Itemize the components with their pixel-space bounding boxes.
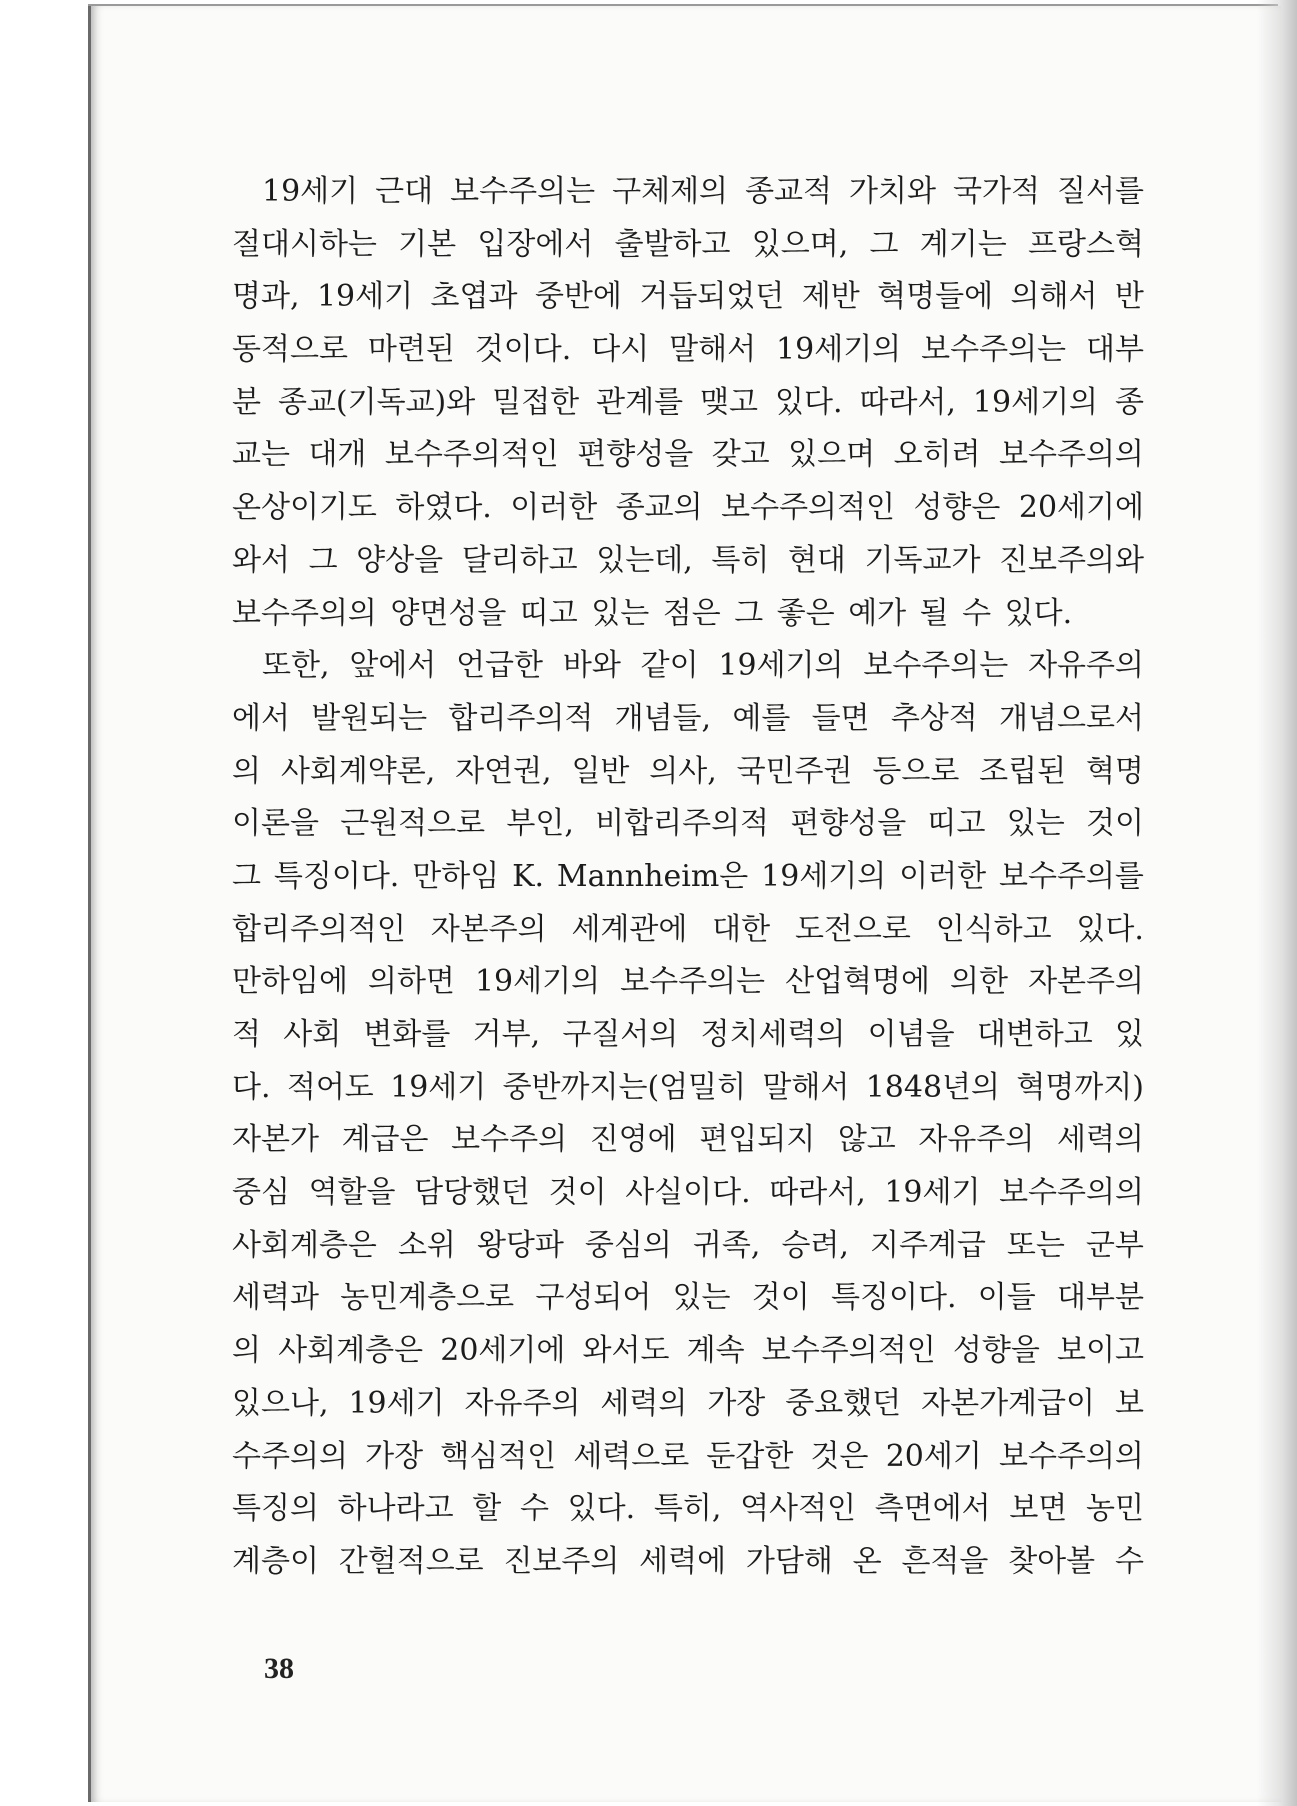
text-line: 분 종교(기독교)와 밀접한 관계를 맺고 있다. 따라서, 19세기의 종 <box>232 384 1144 420</box>
text-line: 계층이 간헐적으로 진보주의 세력에 가담해 온 흔적을 찾아볼 수 <box>232 1543 1144 1579</box>
text-line: 또한, 앞에서 언급한 바와 같이 19세기의 보수주의는 자유주의 <box>262 648 1144 684</box>
text-line: 자본가 계급은 보수주의 진영에 편입되지 않고 자유주의 세력의 <box>232 1122 1144 1158</box>
text-line: 수주의의 가장 핵심적인 세력으로 둔갑한 것은 20세기 보수주의의 <box>232 1438 1144 1474</box>
text-line: 사회계층은 소위 왕당파 중심의 귀족, 승려, 지주계급 또는 군부 <box>232 1227 1144 1263</box>
text-line: 세력과 농민계층으로 구성되어 있는 것이 특징이다. 이들 대부분 <box>232 1280 1144 1316</box>
text-line: 에서 발원되는 합리주의적 개념들, 예를 들면 추상적 개념으로서 <box>232 700 1144 736</box>
text-line: 다. 적어도 19세기 중반까지는(엄밀히 말해서 1848년의 혁명까지) <box>232 1069 1144 1105</box>
text-line: 만하임에 의하면 19세기의 보수주의는 산업혁명에 의한 자본주의 <box>232 964 1144 1000</box>
text-line: 19세기 근대 보수주의는 구체제의 종교적 가치와 국가적 질서를 <box>262 174 1144 209</box>
text-line: 특징의 하나라고 할 수 있다. 특히, 역사적인 측면에서 보면 농민 <box>232 1491 1144 1527</box>
text-line: 온상이기도 하였다. 이러한 종교의 보수주의적인 성향은 20세기에 <box>232 490 1144 526</box>
text-line: 의 사회계약론, 자연권, 일반 의사, 국민주권 등으로 조립된 혁명 <box>232 753 1144 789</box>
text-line: 절대시하는 기본 입장에서 출발하고 있으며, 그 계기는 프랑스혁 <box>232 226 1144 262</box>
text-line: 적 사회 변화를 거부, 구질서의 정치세력의 이념을 대변하고 있 <box>232 1017 1144 1052</box>
text-line: 중심 역할을 담당했던 것이 사실이다. 따라서, 19세기 보수주의의 <box>232 1175 1144 1211</box>
text-line: 보수주의의 양면성을 띠고 있는 점은 그 좋은 예가 될 수 있다. <box>232 595 1073 631</box>
text-line: 있으나, 19세기 자유주의 세력의 가장 중요했던 자본가계급이 보 <box>232 1385 1144 1421</box>
text-line: 교는 대개 보수주의적인 편향성을 갖고 있으며 오히려 보수주의의 <box>232 437 1144 473</box>
text-line: 동적으로 마련된 것이다. 다시 말해서 19세기의 보수주의는 대부 <box>232 332 1144 368</box>
text-line: 명과, 19세기 초엽과 중반에 거듭되었던 제반 혁명들에 의해서 반 <box>232 279 1144 315</box>
text-line: 합리주의적인 자본주의 세계관에 대한 도전으로 인식하고 있다. <box>232 911 1144 947</box>
text-line: 이론을 근원적으로 부인, 비합리주의적 편향성을 띠고 있는 것이 <box>232 806 1144 842</box>
page-fold-shadow <box>1257 0 1297 1806</box>
text-line: 그 특징이다. 만하임 K. Mannheim은 19세기의 이러한 보수주의를 <box>232 858 1144 894</box>
body-text <box>232 166 1144 1589</box>
page-number: 38 <box>264 1652 294 1685</box>
text-line: 와서 그 양상을 달리하고 있는데, 특히 현대 기독교가 진보주의와 <box>232 542 1144 578</box>
text-line: 의 사회계층은 20세기에 와서도 계속 보수주의적인 성향을 보이고 <box>232 1333 1144 1369</box>
